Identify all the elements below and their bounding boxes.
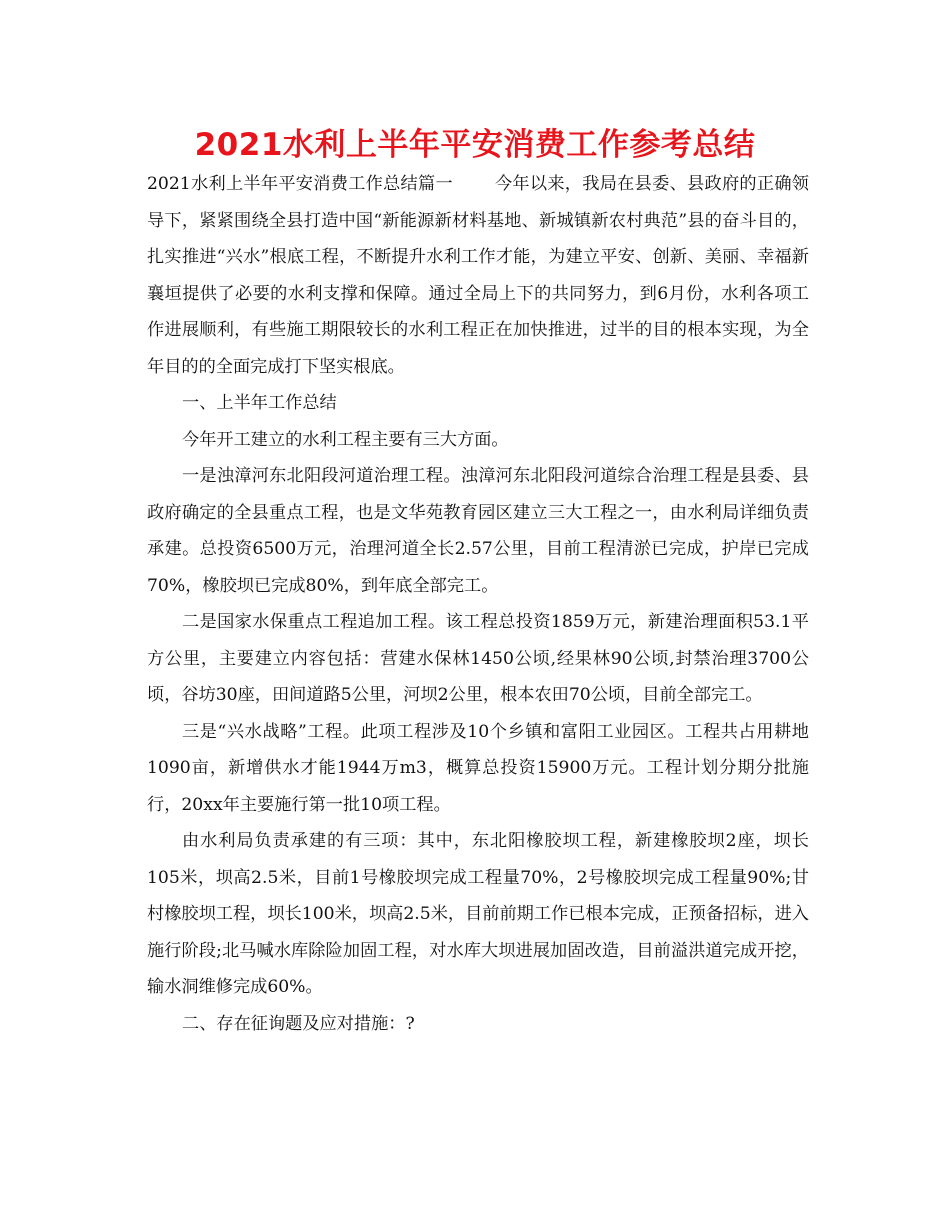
document-title: 2021水利上半年平安消费工作参考总结	[194, 127, 756, 163]
paragraph-water-bureau-projects: 由水利局负责承建的有三项：其中，东北阳橡胶坝工程，新建橡胶坝2座，坝长105米，坝高2.5米，目前1号橡胶坝完成工程量70%，2号橡胶坝完成工程量90%;甘村橡胶坝工程，坝长100米，坝高2.5米，目前前期工作已根本完成，正预备招标，进入施行阶段;北马喊水库除险加固工程，对水库大坝进展加固改造，目前溢洪道完成开挖，输水洞维修完成60%。	[147, 831, 809, 997]
lead-heading: 2021水利上半年平安消费工作总结篇一	[147, 174, 453, 194]
section-heading-issues: 二、存在征询题及应对措施：?	[182, 1013, 415, 1034]
paragraph-project-three: 三是“兴水战略”工程。此项工程涉及10个乡镇和富阳工业园区。工程共占用耕地1090亩，新增供水才能1944万m3，概算总投资15900万元。工程计划分期分批施行，20xx年主要施行第一批10项工程。	[147, 721, 809, 815]
paragraph-project-two: 二是国家水保重点工程追加工程。该工程总投资1859万元，新建治理面积53.1平方公里，主要建立内容包括：营建水保林1450公顷,经果林90公顷,封禁治理3700公顷，谷坊30座，田间道路5公里，河坝2公里，根本农田70公顷，目前全部完工。	[147, 612, 809, 705]
paragraph-project-one: 一是浊漳河东北阳段河道治理工程。浊漳河东北阳段河道综合治理工程是县委、县政府确定的全县重点工程，也是文华苑教育园区建立三大工程之一，由水利局详细负责承建。总投资6500万元，治理河道全长2.57公里，目前工程清淤已完成，护岸已完成70%，橡胶坝已完成80%，到年底全部完工。	[147, 466, 809, 596]
intro-paragraph	[147, 166, 809, 385]
section-heading-summary: 一、上半年工作总结	[182, 393, 337, 413]
document-body	[147, 166, 809, 1042]
intro-text: 今年以来，我局在县委、县政府的正确领导下，紧紧围绕全县打造中国“新能源新材料基地、新城镇新农村典范”县的奋斗目的，扎实推进“兴水”根底工程，不断提升水利工作才能，为建立平安、创新、美丽、幸福新襄垣提供了必要的水利支撑和保障。通过全局上下的共同努力，到6月份，水利各项工作进展顺利，有些施工期限较长的水利工程正在加快推进，过半的目的根本实现，为全年目的的全面完成打下坚实根底。	[147, 174, 809, 377]
paragraph-overview: 今年开工建立的水利工程主要有三大方面。	[182, 429, 509, 450]
